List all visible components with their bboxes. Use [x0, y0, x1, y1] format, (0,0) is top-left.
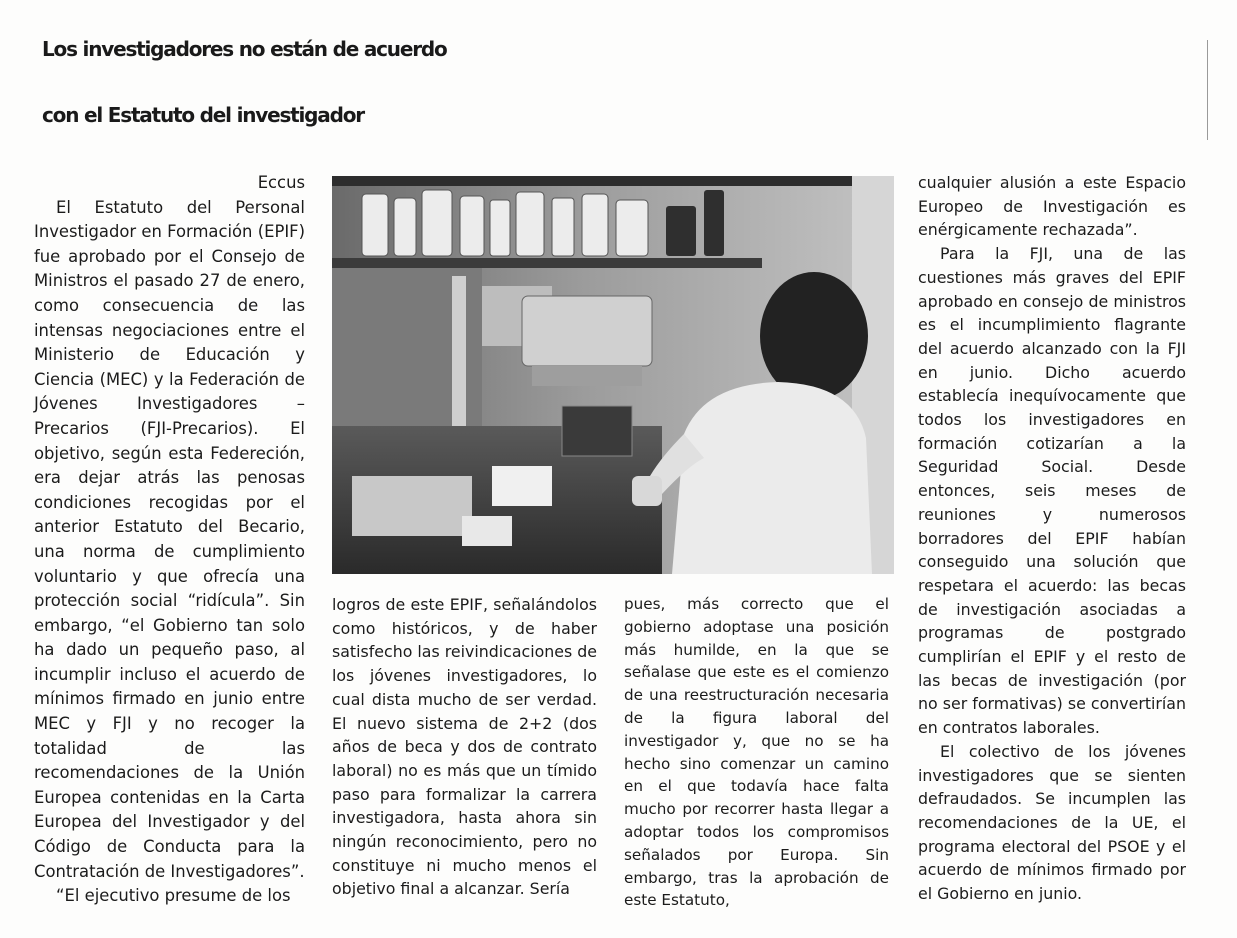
article-column-2	[332, 593, 597, 901]
laboratory-photo	[332, 176, 894, 574]
paragraph: pues, más correcto que el gobierno adoptase una posición más humilde, en la que se señalase que este es el comienzo de una reestructuración necesaria de la figura laboral del investigador y, que no se ha hecho sino comenzar un camino en el que todavía hace falta mucho por recorrer hasta llegar a adoptar todos los compromisos señalados por Europa. Sin embargo, tras la aprobación de este Estatuto,	[624, 595, 889, 910]
headline-line-1: Los investigadores no están de acuerdo	[42, 37, 447, 61]
margin-rule	[1207, 40, 1208, 140]
paragraph: El colectivo de los jóvenes investigadores que se sienten defraudados. Se incumplen las recomendaciones de la UE, el programa electoral del PSOE y el acuerdo de mínimos firmado por el Gobierno en junio.	[918, 741, 1186, 904]
paragraph: Para la FJI, una de las cuestiones más graves del EPIF aprobado en consejo de ministros es el incumplimiento flagrante del acuerdo alcanzado con la FJI en junio. Dicho acuerdo establecía inequívocamente que todos los investigadores en formación cotizarían a la Seguridad Social. Desde entonces, seis meses de reuniones y numerosos borradores del EPIF habían conseguido una solución que respetara el acuerdo: las becas de investigación asociadas a programas de postgrado cumplirían el EPIF y el resto de las becas de investigación (por no ser formativas) se convertirían en contratos laborales.	[918, 244, 1186, 738]
article-column-1	[34, 171, 305, 909]
paragraph: logros de este EPIF, señalándolos como históricos, y de haber satisfecho las reivindicaciones de los jóvenes investigadores, lo cual dista mucho de ser verdad. El nuevo sistema de 2+2 (dos años de beca y dos de contrato laboral) no es más que un tímido paso para formalizar la carrera investigadora, hasta ahora sin ningún reconocimiento, pero no constituye ni mucho menos el objetivo final a alcanzar. Sería	[332, 595, 597, 899]
paragraph: “El ejecutivo presume de los	[56, 886, 291, 906]
headline-line-2: con el Estatuto del investigador	[42, 103, 364, 127]
laboratory-photo-icon	[332, 176, 894, 574]
article-column-3	[624, 593, 889, 912]
paragraph: El Estatuto del Personal Investigador en Formación (EPIF) fue aprobado por el Consejo de Ministros el pasado 27 de enero, como consecuencia de las intensas negociaciones entre el Ministerio de Educación y Ciencia (MEC) y la Federación de Jóvenes Investigadores – Precarios (FJI-Precarios). El objetivo, según esta Federeción, era dejar atrás las penosas condiciones recogidas por el anterior Estatuto del Becario, una norma de cumplimiento voluntario y que ofrecía una protección social “ridícula”. Sin embargo, “el Gobierno tan solo ha dado un pequeño paso, al incumplir incluso el acuerdo de mínimos firmado en junio entre MEC y FJI y no recoger la totalidad de las recomendaciones de la Unión Europea contenidas en la Carta Europea del Investigador y del Código de Conducta para la Contratación de Investigadores”.	[34, 197, 305, 881]
byline: Eccus	[257, 173, 305, 192]
article-column-4	[918, 171, 1186, 906]
article-headline	[42, 16, 1212, 148]
paragraph: cualquier alusión a este Espacio Europeo de Investigación es enérgicamente rechazada”.	[918, 173, 1186, 240]
